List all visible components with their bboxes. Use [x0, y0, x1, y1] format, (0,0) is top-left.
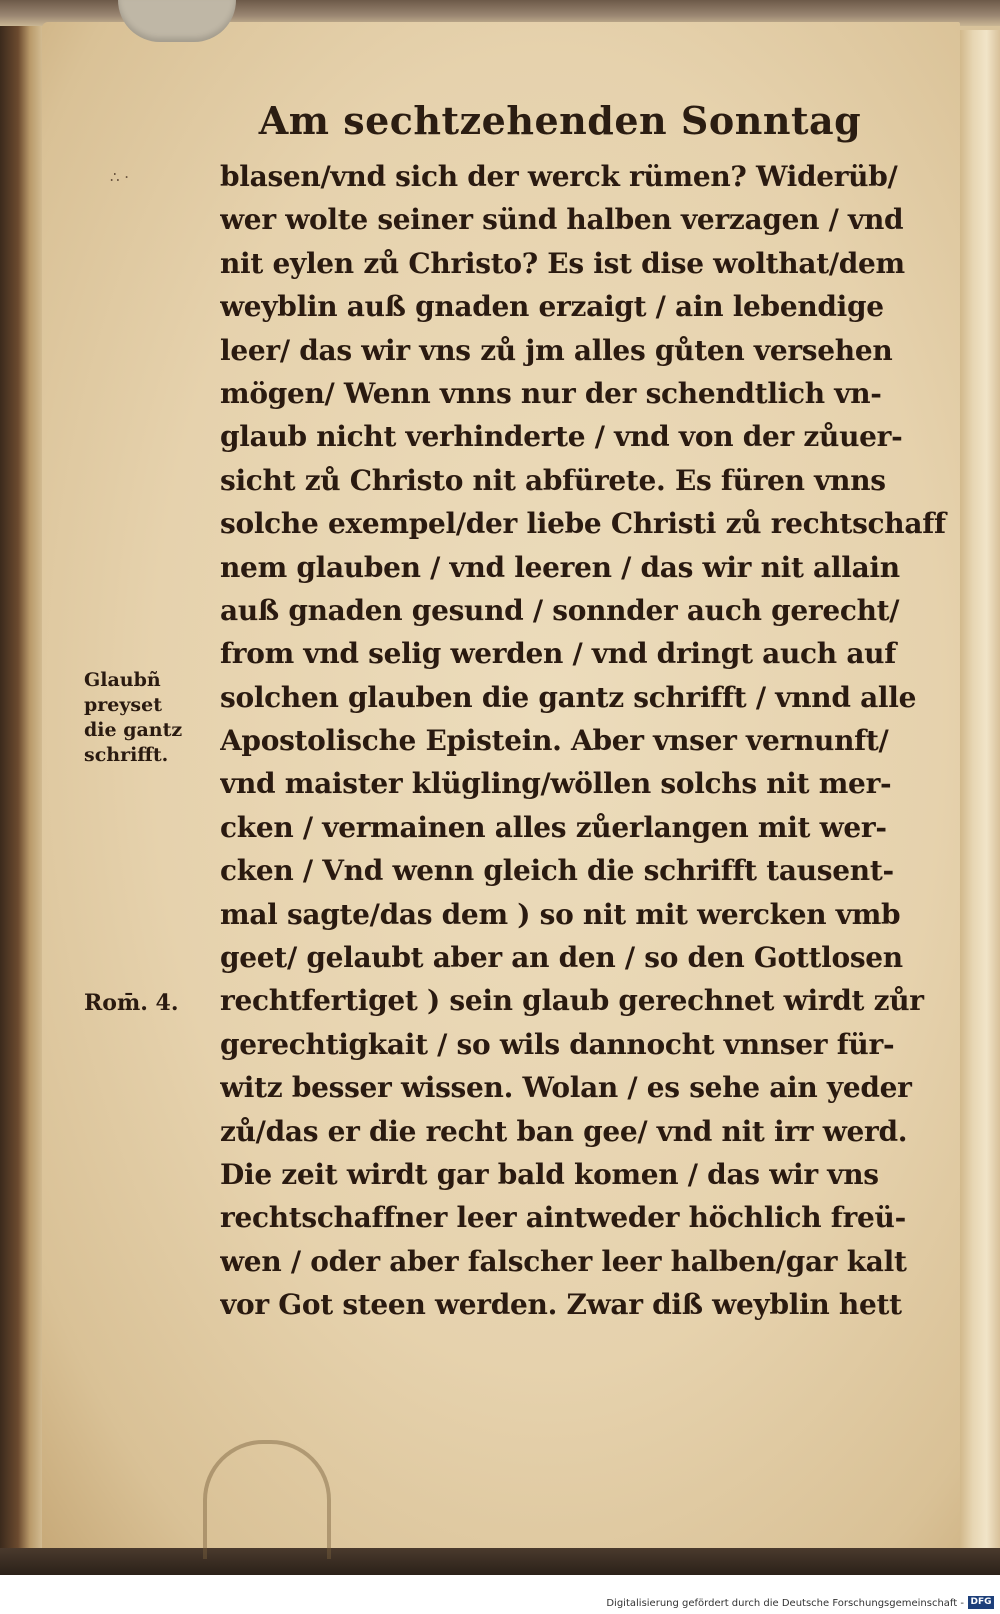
margin-mark: ∴ ·	[110, 168, 130, 186]
margin-note-line: preyset	[84, 694, 162, 716]
page-edge-right	[955, 30, 1000, 1560]
text-line: zů/das er die recht ban gee/ vnd nit irr werd.	[220, 1114, 908, 1148]
text-line: blasen/vnd sich der werck rümen? Widerüb/	[220, 160, 898, 193]
margin-note	[84, 668, 214, 768]
margin-note-line: Glaubñ	[84, 669, 161, 691]
text-line: from vnd selig werden / vnd dringt auch auf	[220, 637, 896, 671]
body-text	[220, 155, 960, 1327]
text-line: vor Got steen werden. Zwar diß weyblin hett	[220, 1288, 902, 1322]
text-line: cken / Vnd wenn gleich die schrifft tausent-	[220, 854, 894, 888]
footer-credit: Digitalisierung gefördert durch die Deutsche Forschungsgemeinschaft -	[606, 1598, 964, 1609]
dfg-logo: DFG	[968, 1596, 994, 1609]
margin-note-line: schrifft.	[84, 744, 169, 766]
text-line: geet/ gelaubt aber an den / so den Gottlosen	[220, 941, 903, 975]
text-line: vnd maister klügling/wöllen solchs nit mer-	[220, 767, 892, 801]
text-line: nem glauben / vnd leeren / das wir nit allain	[220, 550, 900, 584]
text-line: glaub nicht verhinderte / vnd von der zůuer-	[220, 420, 903, 454]
margin-reference: Rom̄. 4.	[84, 990, 179, 1016]
text-line: solche exempel/der liebe Christi zů rechtschaff	[220, 507, 946, 541]
running-header: Am sechtzehenden Sonntag	[258, 98, 862, 143]
text-line: nit eylen zů Christo? Es ist dise wolthat/dem	[220, 246, 905, 280]
text-line: weyblin auß gnaden erzaigt / ain lebendige	[220, 290, 884, 324]
text-line: leer/ das wir vns zů jm alles gůten versehen	[220, 333, 893, 367]
text-line: wer wolte seiner sünd halben verzagen / vnd	[220, 203, 904, 237]
book-binding-bottom	[0, 1548, 1000, 1575]
text-line: wen / oder aber falscher leer halben/gar kalt	[220, 1244, 907, 1278]
margin-note-line: die gantz	[84, 719, 183, 741]
text-line: rechtschaffner leer aintweder höchlich freü-	[220, 1201, 906, 1235]
text-line: mal sagte/das dem ) so nit mit wercken vmb	[220, 897, 901, 931]
text-line: auß gnaden gesund / sonnder auch gerecht/	[220, 593, 900, 627]
page-clip-bottom	[203, 1440, 331, 1559]
text-line: witz besser wissen. Wolan / es sehe ain yeder	[220, 1071, 912, 1105]
text-line: gerechtigkait / so wils dannocht vnnser für-	[220, 1027, 895, 1061]
text-line: solchen glauben die gantz schrifft / vnnd alle	[220, 680, 917, 714]
text-line: sicht zů Christo nit abfürete. Es füren vnns	[220, 463, 886, 497]
text-line: Die zeit wirdt gar bald komen / das wir vns	[220, 1157, 879, 1191]
text-line: Apostolische Epistein. Aber vnser vernunft/	[220, 724, 889, 758]
text-line: mögen/ Wenn vnns nur der schendtlich vn-	[220, 376, 882, 410]
text-line: rechtfertiget ) sein glaub gerechnet wirdt zůr	[220, 984, 924, 1018]
text-line: cken / vermainen alles zůerlangen mit wer-	[220, 810, 887, 844]
